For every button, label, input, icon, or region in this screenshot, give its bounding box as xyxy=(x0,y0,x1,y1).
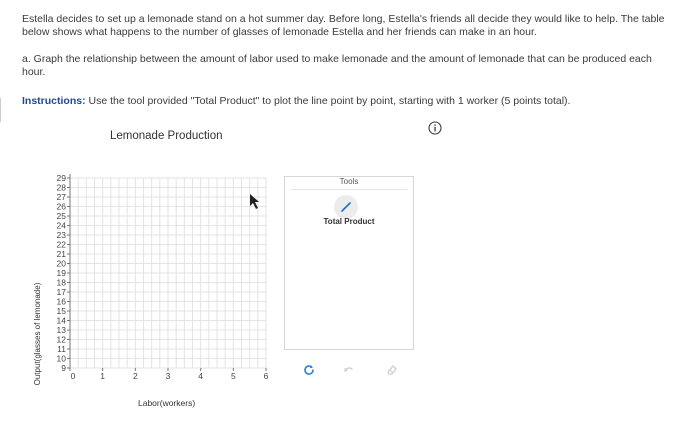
instructions-label: Instructions: xyxy=(22,95,86,107)
tools-title: Tools xyxy=(339,177,359,186)
x-tick-label: 0 xyxy=(70,371,76,381)
delete-icon[interactable] xyxy=(385,363,399,377)
undo-icon[interactable] xyxy=(341,363,355,377)
instructions-text: Use the tool provided "Total Product" to plot the line point by point, starting with 1 worker (5 points total). xyxy=(85,95,571,107)
y-tick-label: 26 xyxy=(56,201,66,212)
y-tick-label: 10 xyxy=(56,353,66,364)
y-tick-label: 15 xyxy=(56,306,66,316)
instructions xyxy=(22,95,682,108)
question-part-a: a. Graph the relationship between the amount of labor used to make lemonade and the amount of lemonade that can be produced each hour. xyxy=(22,53,652,78)
y-tick-label: 20 xyxy=(56,258,66,269)
x-tick-label: 2 xyxy=(132,371,138,381)
x-axis-label: Labor(workers) xyxy=(138,398,196,408)
x-tick-label: 6 xyxy=(263,371,269,381)
question-intro: Estella decides to set up a lemonade stand on a hot summer day. Before long, Estella's friends all decide they would like to help. The table below shows what happens to the number of glasses of lemonade Estella and her friends can make in an hour. xyxy=(22,13,665,38)
x-tick-label: 5 xyxy=(230,371,236,381)
chart-title: Lemonade Production xyxy=(110,130,223,142)
x-tick-label: 4 xyxy=(198,371,204,381)
x-tick-label: 1 xyxy=(100,371,106,381)
y-tick-label: 29 xyxy=(56,173,66,183)
y-tick-label: 13 xyxy=(56,325,66,335)
y-tick-label: 25 xyxy=(56,211,66,221)
y-tick-label: 22 xyxy=(56,239,66,250)
y-tick-label: 28 xyxy=(56,182,66,193)
tools-divider xyxy=(291,189,407,190)
y-tick-label: 21 xyxy=(56,249,66,259)
y-tick-label: 14 xyxy=(56,315,66,326)
y-tick-label: 12 xyxy=(56,334,66,345)
total-product-tool-button[interactable] xyxy=(334,195,358,219)
total-product-tool-label: Total Product xyxy=(323,217,375,226)
y-tick-label: 9 xyxy=(61,363,66,373)
line-draw-icon xyxy=(334,195,358,219)
y-tick-label: 19 xyxy=(56,268,66,278)
tools-panel xyxy=(284,176,414,350)
reset-icon[interactable] xyxy=(302,363,316,377)
y-tick-label: 17 xyxy=(56,287,66,297)
y-tick-label: 11 xyxy=(57,344,66,354)
y-tick-label: 18 xyxy=(56,277,66,288)
x-tick-label: 3 xyxy=(165,371,171,381)
info-icon[interactable] xyxy=(428,121,442,135)
y-tick-label: 24 xyxy=(56,220,66,231)
left-margin-marker xyxy=(0,98,5,122)
y-tick-label: 27 xyxy=(56,192,66,202)
y-tick-label: 16 xyxy=(56,296,66,307)
y-axis-label: Output(glasses of lemonade) xyxy=(33,282,42,386)
y-tick-label: 23 xyxy=(56,230,66,240)
